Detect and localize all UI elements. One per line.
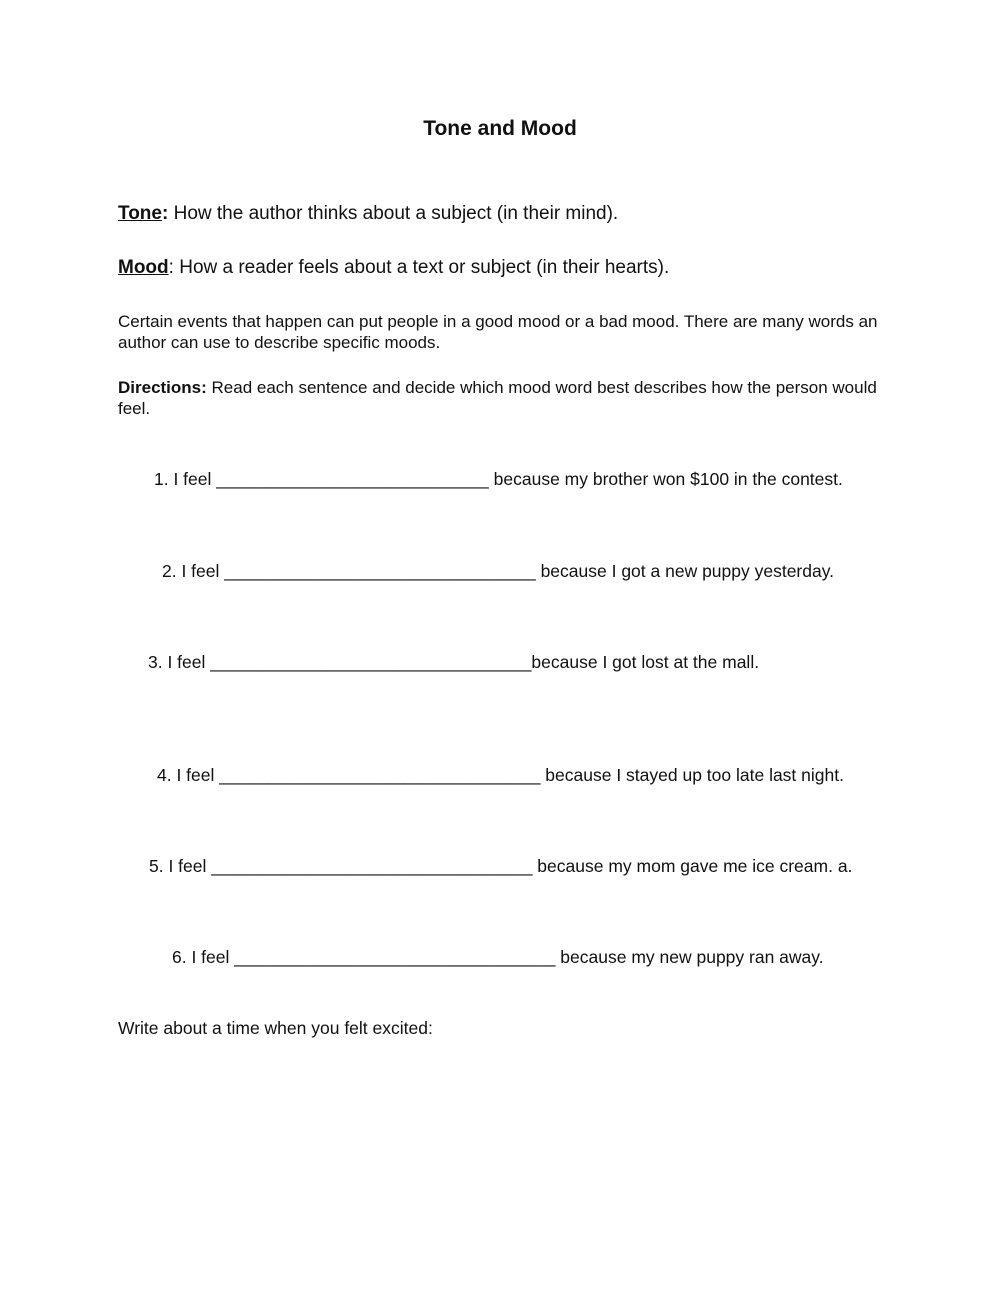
mood-colon: : [168, 257, 174, 278]
directions-text: Read each sentence and decide which mood word best describes how the person would feel. [118, 378, 877, 418]
mood-definition-text: How a reader feels about a text or subject (in their hearts). [173, 257, 670, 278]
question-2: 2. I feel ________________________________ because I got a new puppy yesterday. [162, 561, 835, 581]
tone-term: Tone [118, 203, 162, 224]
tone-definition-text: How the author thinks about a subject (in their mind). [168, 203, 619, 224]
writing-prompt: Write about a time when you felt excited: [118, 1018, 433, 1038]
directions-paragraph [118, 377, 888, 419]
tone-definition [118, 203, 618, 225]
question-6: 6. I feel _________________________________ because my new puppy ran away. [172, 947, 824, 967]
question-4: 4. I feel _________________________________ because I stayed up too late last night. [157, 765, 844, 785]
question-3: 3. I feel _________________________________because I got lost at the mall. [148, 652, 760, 672]
mood-term: Mood [118, 257, 169, 278]
mood-definition [118, 257, 669, 279]
question-5: 5. I feel _________________________________ because my mom gave me ice cream. a. [149, 856, 853, 876]
directions-label: Directions: [118, 378, 207, 397]
page-title: Tone and Mood [423, 117, 577, 140]
question-1: 1. I feel ____________________________ because my brother won $100 in the contest. [154, 469, 843, 489]
tone-colon: : [161, 203, 169, 224]
intro-paragraph: Certain events that happen can put people in a good mood or a bad mood. There are many words an author can use to describe specific moods. [118, 312, 878, 352]
